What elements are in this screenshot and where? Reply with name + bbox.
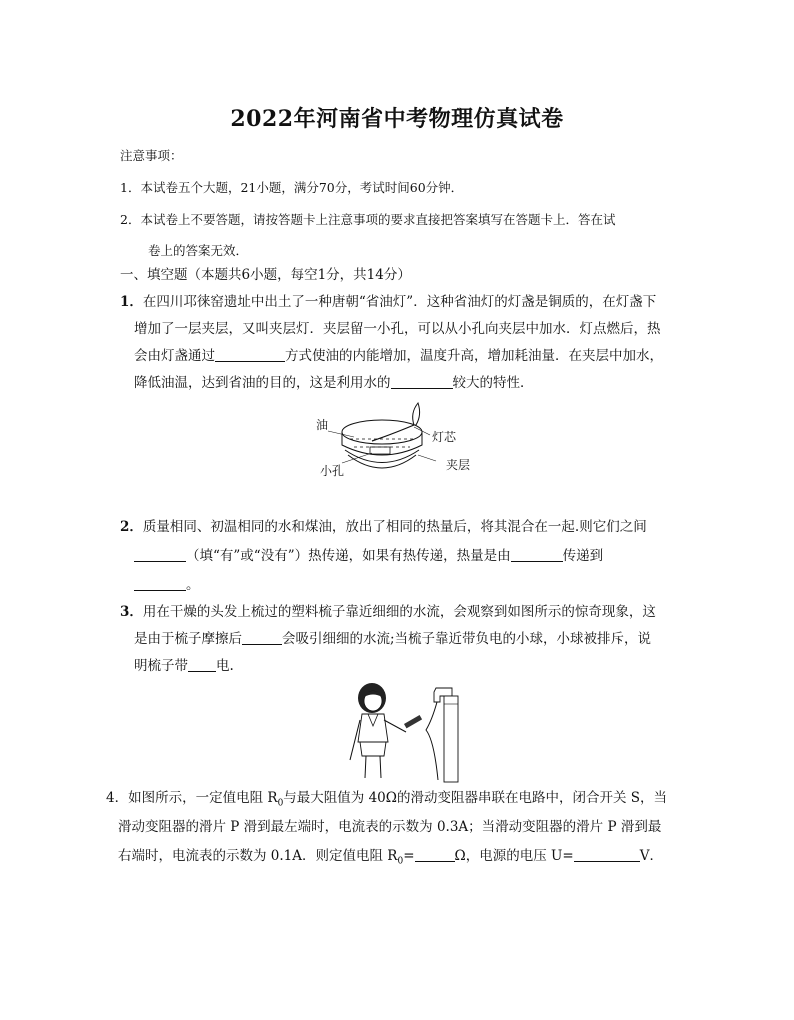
question-4-line-1 (106, 788, 667, 814)
leader-line (418, 455, 436, 461)
question-4-text-3d: V． (639, 848, 663, 864)
notice-item-2a: 2．本试卷上不要答题，请按答题卡上注意事项的要求直接把答案填写在答题卡上．答在试 (120, 212, 616, 227)
question-3-text-1: 用在干燥的头发上梳过的塑料梳子靠近细细的水流，会观察到如图所示的惊奇现象，这 (142, 604, 656, 620)
answer-blank[interactable] (242, 630, 282, 645)
question-1-text-4a: 降低油温，达到省油的目的，这是利用水的 (134, 375, 391, 391)
water-stream (426, 702, 438, 780)
page-title: 2022年河南省中考物理仿真试卷 (230, 106, 564, 132)
notice-item-1: 1．本试卷五个大题，21小题，满分70分，考试时间60分钟． (120, 180, 464, 195)
question-3-line-1 (120, 602, 656, 622)
question-1-line-1 (120, 292, 656, 312)
question-1-number: 1． (120, 294, 143, 310)
question-3-text-3b: 电. (216, 658, 234, 674)
question-1-line-4 (134, 373, 534, 393)
label-hole: 小孔 (320, 464, 345, 478)
question-1-text-1: 在四川邛徕窑遗址中出土了一种唐朝“省油灯”．这种省油灯的灯盏是铜质的，在灯盏下 (142, 294, 657, 310)
girl-leg (380, 756, 381, 778)
section-heading: 一、填空题（本题共6小题，每空1分，共14分） (120, 267, 411, 283)
subscript-0: 0 (277, 798, 284, 809)
question-4-number: 4． (106, 790, 129, 806)
answer-blank[interactable] (134, 576, 186, 591)
answer-blank[interactable] (415, 847, 455, 862)
question-3-text-3a: 明梳子带 (134, 658, 188, 674)
question-2-line-3 (134, 575, 200, 595)
question-4-text-1b: 与最大阻值为 40Ω的滑动变阻器串联在电路中，闭合开关 S，当 (283, 790, 667, 806)
notice-heading: 注意事项： (120, 148, 183, 163)
question-1-line-2: 增加了一层夹层，又叫夹层灯．夹层留一小孔，可以从小孔向夹层中加水．灯点燃后，热 (134, 321, 661, 337)
question-4-text-3b: = (403, 848, 415, 864)
question-2-line-2 (134, 546, 603, 566)
question-2-number: 2． (120, 519, 143, 535)
comb-icon (404, 715, 422, 728)
question-2-text-1: 质量相同、初温相同的水和煤油，放出了相同的热量后，将其混合在一起.则它们之间 (142, 519, 647, 535)
flame-icon (413, 403, 420, 425)
question-2-text-2b: 传递到 (562, 548, 604, 564)
answer-blank[interactable] (511, 547, 563, 562)
notice-item-2b: 卷上的答案无效． (148, 243, 249, 258)
question-3-line-3 (134, 656, 234, 676)
question-1-text-4b: 较大的特性． (452, 375, 534, 391)
question-2-text-3: 。 (186, 577, 200, 593)
question-2-text-2a: （填“有”或“没有”）热传递，如果有热传递，热量是由 (186, 548, 511, 564)
answer-blank[interactable] (391, 374, 453, 389)
label-wick: 灯芯 (432, 430, 457, 444)
lamp-rim (342, 420, 422, 444)
question-3-number: 3． (120, 604, 143, 620)
girl-leg (365, 756, 366, 778)
comb-water-figure (340, 680, 470, 785)
oil-lamp-figure (310, 395, 490, 485)
question-3-text-2a: 是由于梳子摩擦后 (134, 631, 242, 647)
girl-shorts (360, 742, 386, 756)
question-4-text-3a: 右端时，电流表的示数为 0.1A．则定值电阻 R (118, 848, 398, 864)
label-oil: 油 (316, 418, 329, 432)
hole (370, 447, 390, 454)
question-3-line-2 (134, 629, 651, 649)
question-4-line-3 (118, 846, 663, 872)
answer-blank[interactable] (134, 547, 186, 562)
question-4-line-2: 滑动变阻器的滑片 P 滑到最左端时，电流表的示数为 0.3A；当滑动变阻器的滑片 P 滑到最 (118, 819, 662, 835)
question-1-line-3 (134, 346, 663, 366)
question-1-text-3b: 方式使油的内能增加，温度升高，增加耗油量．在夹层中加水， (285, 348, 663, 364)
girl-arm (384, 720, 406, 732)
question-3-text-2b: 会吸引细细的水流;当梳子靠近带负电的小球，小球被排斥，说 (282, 631, 652, 647)
question-4-text-3c: Ω，电源的电压 U= (454, 848, 574, 864)
answer-blank[interactable] (215, 347, 285, 362)
girl-shirt (358, 714, 388, 742)
leader-line (328, 431, 354, 437)
subscript-0: 0 (397, 856, 404, 867)
sink-stand (444, 696, 458, 782)
question-2-line-1 (120, 517, 647, 537)
answer-blank[interactable] (574, 847, 640, 862)
answer-blank[interactable] (188, 657, 216, 672)
question-1-text-3a: 会由灯盏通过 (134, 348, 215, 364)
question-4-text-1a: 如图所示，一定值电阻 R (128, 790, 278, 806)
label-layer: 夹层 (446, 458, 471, 472)
